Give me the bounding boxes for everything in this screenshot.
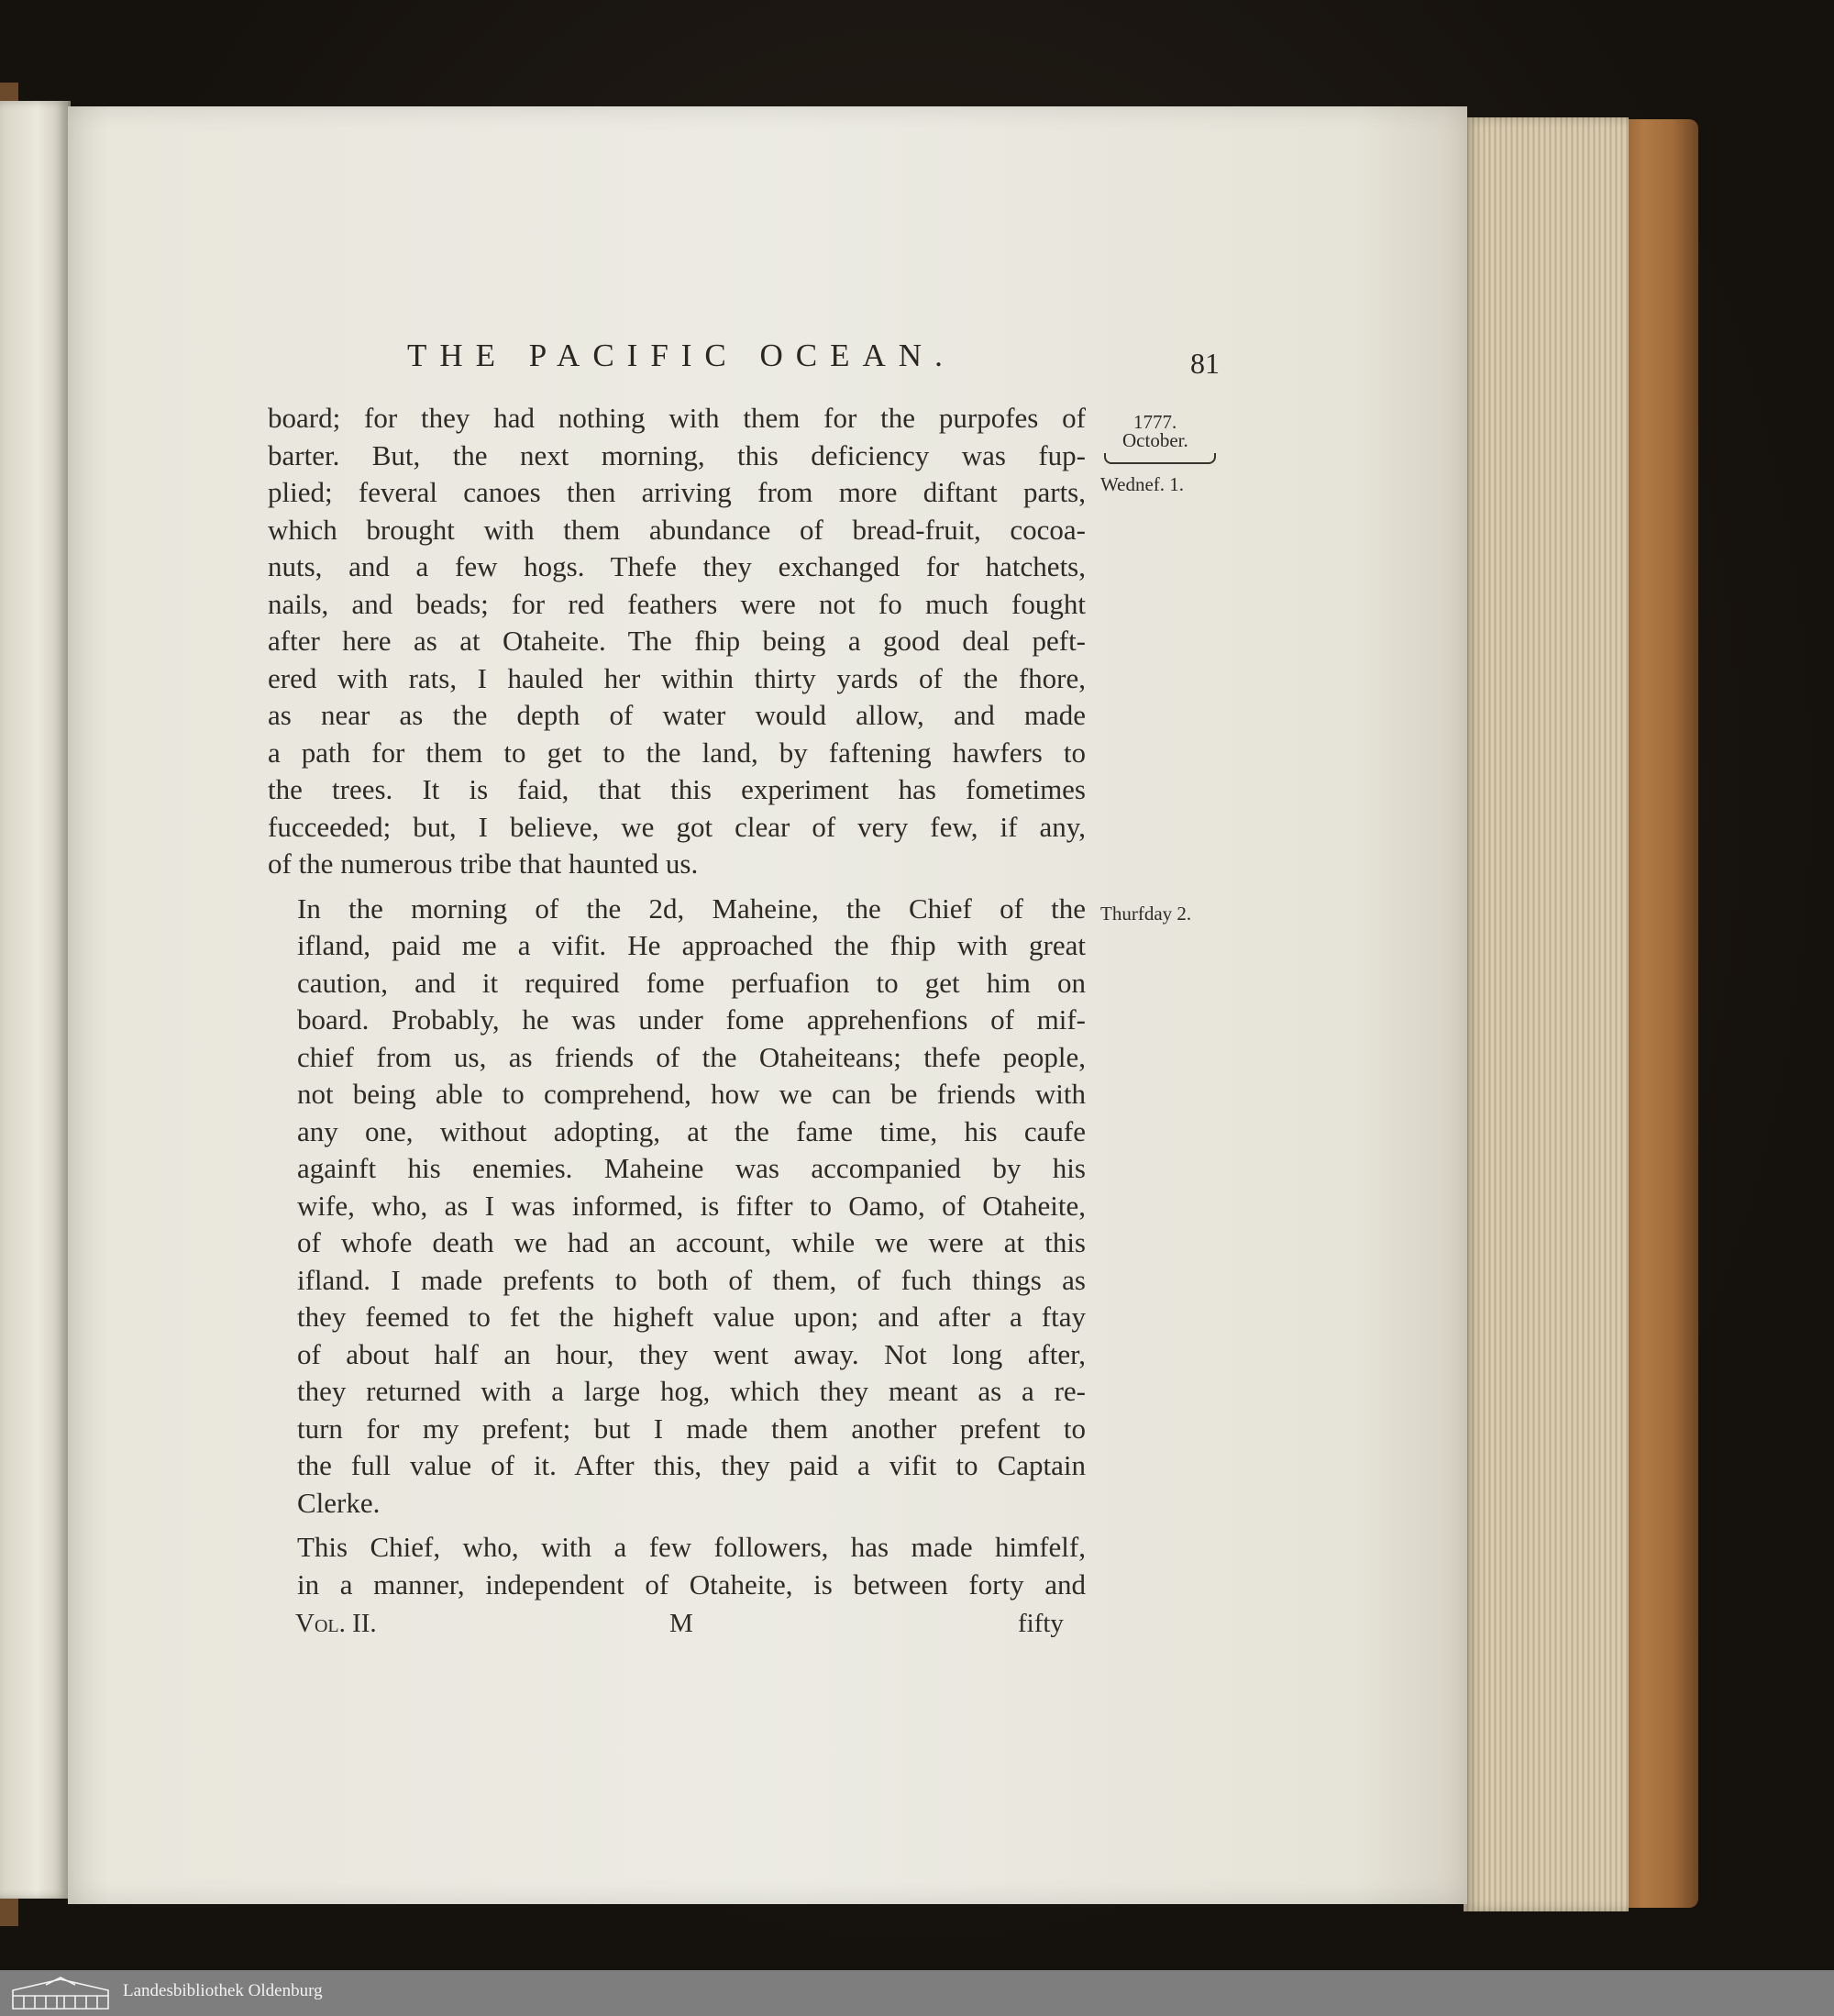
- text-line: barter. But, the next morning, this deficiency was fup-: [268, 438, 1086, 471]
- library-name: Landesbibliothek Oldenburg: [123, 1981, 323, 2000]
- page-edges: [1464, 117, 1629, 1911]
- text-line: In the morning of the 2d, Maheine, the Chief of the: [297, 892, 1086, 925]
- body-text: [268, 400, 1086, 1603]
- library-banner: [0, 1970, 1834, 2016]
- margin-note-wednesday: Wednef. 1.: [1100, 473, 1185, 495]
- text-line: in a manner, independent of Otaheite, is between forty and: [297, 1567, 1086, 1601]
- text-line: of whofe death we had an account, while we were at this: [297, 1226, 1086, 1258]
- text-line: of about half an hour, they went away. Not long after,: [297, 1337, 1086, 1370]
- previous-page-edge: [0, 101, 71, 1899]
- margin-note-brace: [1104, 453, 1216, 464]
- signature-mark: M: [669, 1609, 693, 1638]
- paragraph-3: [268, 1529, 1086, 1603]
- text-line: chief from us, as friends of the Otaheiteans; thefe people,: [297, 1040, 1086, 1073]
- text-line: they feemed to fet the higheft value upon; and after a ftay: [297, 1301, 1086, 1333]
- text-line: wife, who, as I was informed, is fifter to Oamo, of Otaheite,: [297, 1189, 1086, 1222]
- text-line: plied; feveral canoes then arriving from more diftant parts,: [268, 476, 1086, 508]
- text-line: caution, and it required fome perfuafion to get him on: [297, 966, 1086, 999]
- margin-note-year: 1777.: [1133, 411, 1177, 433]
- text-line: board. Probably, he was under fome apprehenfions of mif-: [297, 1003, 1086, 1036]
- text-line: Clerke.: [297, 1486, 381, 1519]
- text-line: they returned with a large hog, which they meant as a re-: [297, 1375, 1086, 1407]
- text-line: which brought with them abundance of bread-fruit, cocoa-: [268, 513, 1086, 546]
- text-line: the trees. It is faid, that this experiment has fometimes: [268, 773, 1086, 805]
- text-line: a path for them to get to the land, by faftening hawfers to: [268, 736, 1086, 769]
- text-line: againft his enemies. Maheine was accompanied by his: [297, 1152, 1086, 1184]
- text-line: not being able to comprehend, how we can be friends with: [297, 1078, 1086, 1110]
- text-line: ifland, paid me a vifit. He approached the fhip with great: [297, 929, 1086, 961]
- running-head: THE PACIFIC OCEAN.: [407, 338, 956, 373]
- catchword: fifty: [1018, 1609, 1064, 1638]
- text-line: ered with rats, I hauled her within thirty yards of the fhore,: [268, 661, 1086, 694]
- margin-note-month: October.: [1122, 429, 1188, 451]
- text-line: fucceeded; but, I believe, we got clear of very few, if any,: [268, 810, 1086, 843]
- text-line: nails, and beads; for red feathers were not fo much fought: [268, 587, 1086, 620]
- text-line: ifland. I made prefents to both of them, of fuch things as: [297, 1263, 1086, 1296]
- page-number: 81: [1190, 347, 1220, 380]
- text-line: turn for my prefent; but I made them another prefent to: [297, 1412, 1086, 1445]
- text-line: the full value of it. After this, they paid a vifit to Captain: [297, 1449, 1086, 1481]
- text-line: of the numerous tribe that haunted us.: [268, 847, 699, 880]
- paragraph-2: [268, 891, 1086, 1523]
- text-line: This Chief, who, with a few followers, has made himfelf,: [297, 1531, 1086, 1563]
- text-line: any one, without adopting, at the fame time, his caufe: [297, 1114, 1086, 1147]
- paragraph-1: [268, 400, 1086, 883]
- text-line: nuts, and a few hogs. Thefe they exchanged for hatchets,: [268, 550, 1086, 582]
- text-line: after here as at Otaheite. The fhip being a good deal peft-: [268, 625, 1086, 657]
- text-line: board; for they had nothing with them for the purpofes of: [268, 402, 1086, 434]
- margin-note-thursday: Thurfday 2.: [1100, 903, 1192, 925]
- library-building-icon: [9, 1976, 112, 2010]
- volume-label: Vol. II.: [295, 1609, 377, 1638]
- text-line: as near as the depth of water would allow, and made: [268, 699, 1086, 731]
